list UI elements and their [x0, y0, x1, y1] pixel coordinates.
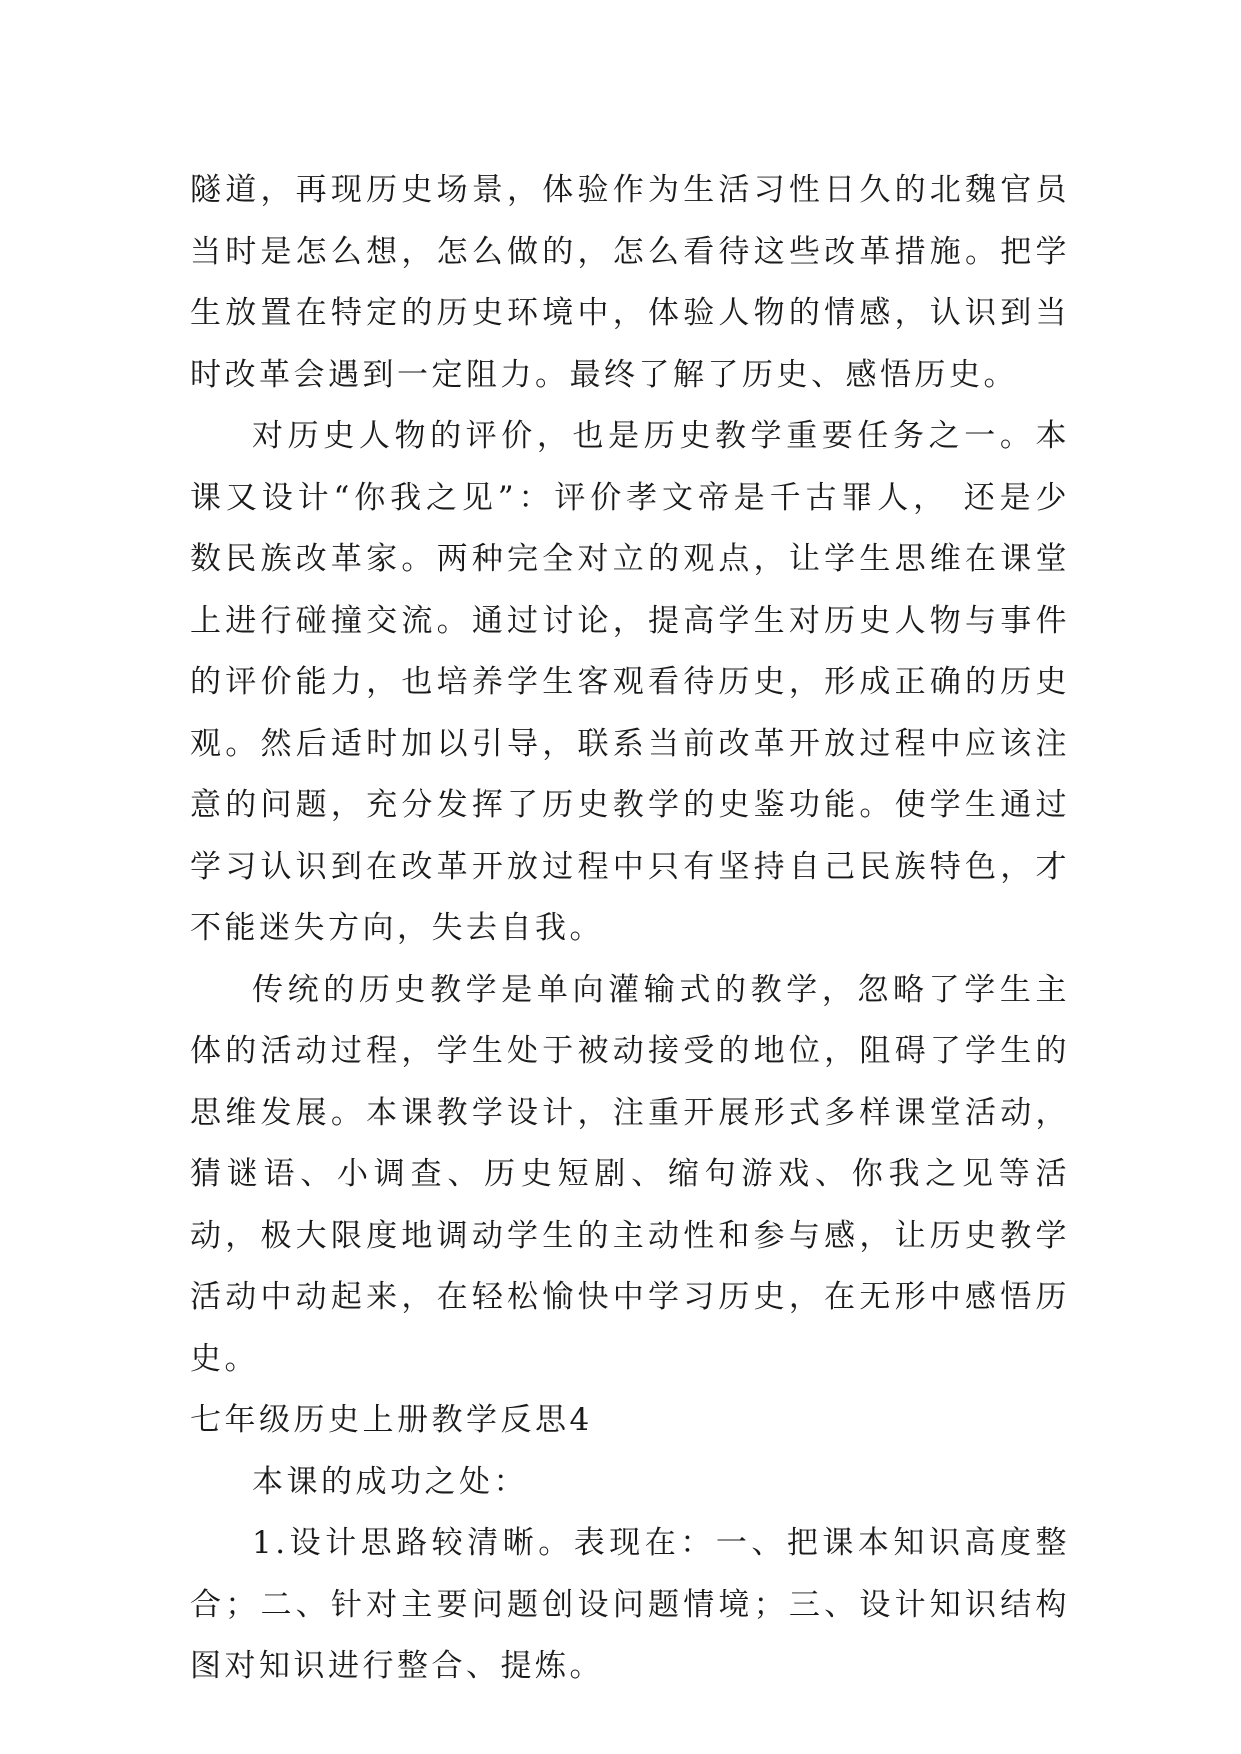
section-heading: 七年级历史上册教学反思4	[190, 1402, 593, 1438]
paragraph-evaluation: 对历史人物的评价，也是历史教学重要任务之一。本课又设计“你我之见”：评价孝文帝是千古罪人， 还是少数民族改革家。两种完全对立的观点，让学生思维在课堂上进行碰撞交流。通过讨论，提高学生对历史人物与事件的评价能力，也培养学生客观看待历史，形成正确的历史观。然后适时加以引导，联系当前改革开放过程中应该注意的问题，充分发挥了历史教学的史鉴功能。使学生通过学习认识到在改革开放过程中只有坚持自己民族特色，才不能迷失方向，失去自我。	[190, 418, 1070, 946]
paragraph-continued: 隧道，再现历史场景，体验作为生活习性日久的北魏官员当时是怎么想，怎么做的，怎么看待这些改革措施。把学生放置在特定的历史环境中，体验人物的情感，认识到当时改革会遇到一定阻力。最终了解了历史、感悟历史。	[190, 172, 1070, 393]
document-body	[190, 160, 1070, 1698]
paragraph-teaching-design: 传统的历史教学是单向灌输式的教学，忽略了学生主体的活动过程，学生处于被动接受的地位，阻碍了学生的思维发展。本课教学设计，注重开展形式多样课堂活动，猜谜语、小调查、历史短剧、缩句游戏、你我之见等活动，极大限度地调动学生的主动性和参与感，让历史教学活动中动起来，在轻松愉快中学习历史，在无形中感悟历史。	[190, 971, 1070, 1377]
paragraph-success-intro: 本课的成功之处：	[252, 1463, 528, 1500]
paragraph-point-1: 1.设计思路较清晰。表现在：一、把课本知识高度整合；二、针对主要问题创设问题情境；三、设计知识结构图对知识进行整合、提炼。	[190, 1525, 1070, 1684]
